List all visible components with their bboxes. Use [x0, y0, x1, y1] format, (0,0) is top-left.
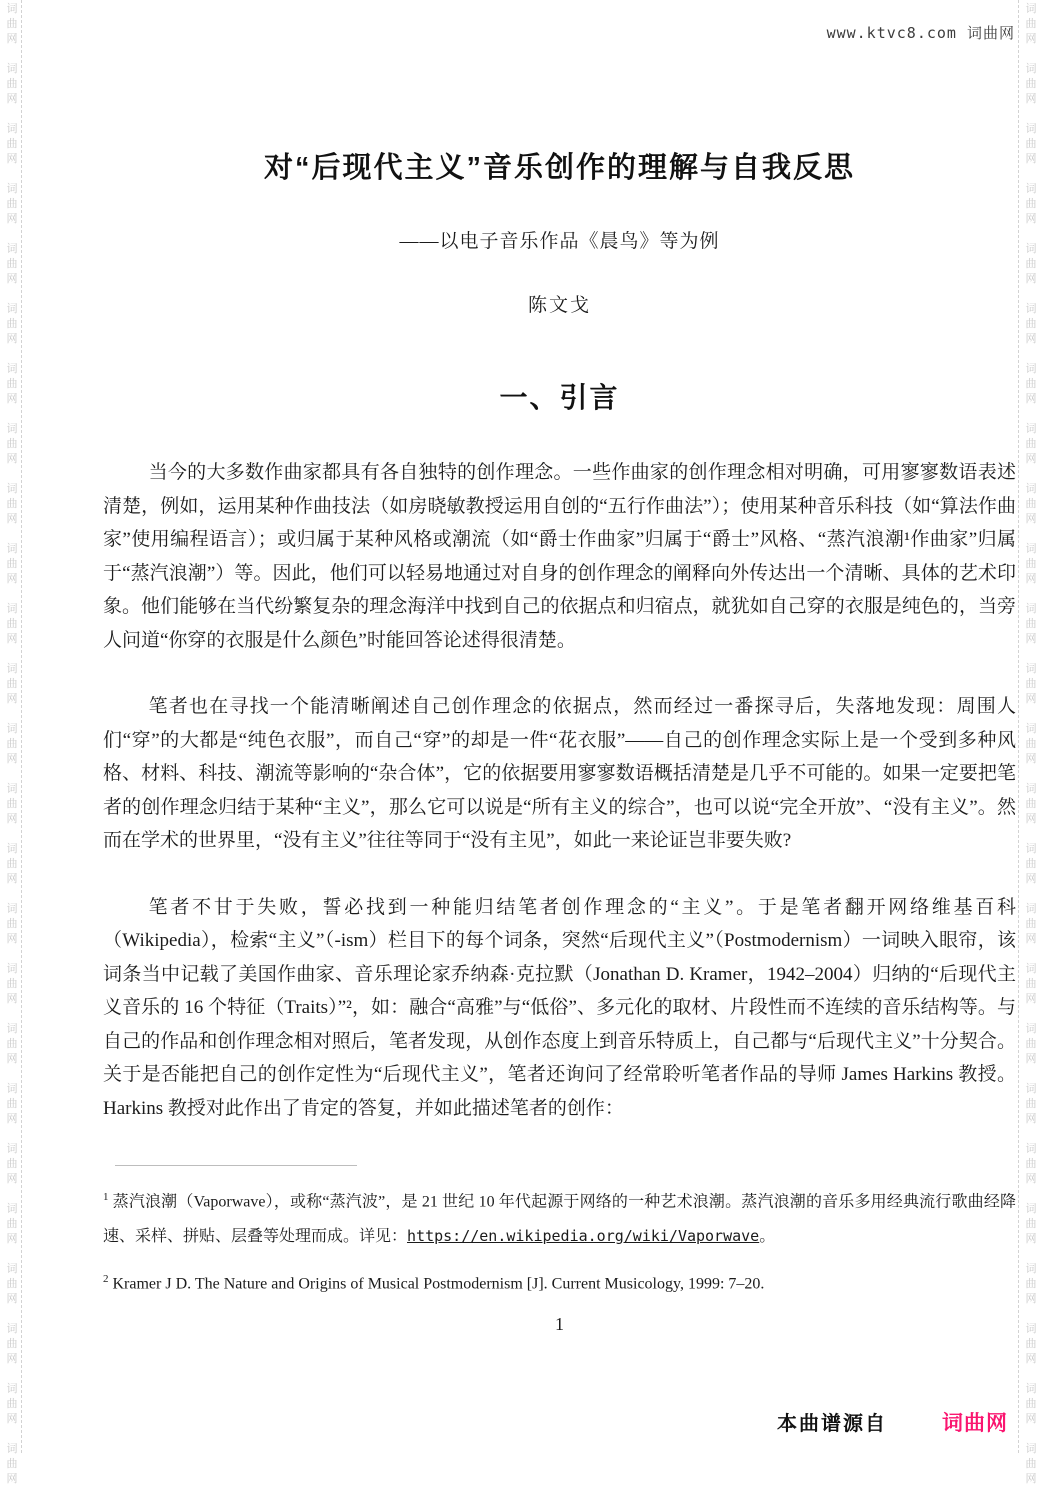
side-watermark-char: 网 — [1025, 93, 1037, 105]
paragraph-2: 笔者也在寻找一个能清晰阐述自己创作理念的依据点，然而经过一番探寻后，失落地发现：周围人们“穿”的大都是“纯色衣服”，而自己“穿”的却是一件“花衣服”——自己的创作理念实际上是一个受到多种风格、材料、科技、潮流等影响的“杂合体”，它的依据要用寥寥数语概括清楚是几乎不可能的。如果一定要把笔者的创作理念归结于某种“主义”，那么它可以说是“所有主义的综合”，也可以说“完全开放”、“没有主义”。然而在学术的世界里，“没有主义”往往等同于“没有主见”，如此一来论证岂非要失败? — [103, 696, 1016, 851]
side-watermark-char: 曲 — [1025, 1278, 1037, 1290]
side-watermark-char: 词 — [6, 483, 18, 495]
side-watermark-char: 曲 — [6, 378, 18, 390]
side-watermark-char: 曲 — [1025, 1038, 1037, 1050]
side-watermark-char: 网 — [6, 693, 18, 705]
side-watermark-char: 词 — [6, 363, 18, 375]
side-watermark-char: 词 — [1025, 603, 1037, 615]
footnote-1-marker: 1 — [103, 1191, 109, 1203]
section-heading: 一、引言 — [499, 382, 620, 413]
footnote-1-suffix: 。 — [759, 1228, 776, 1246]
side-watermark-char: 词 — [1025, 1263, 1037, 1275]
side-watermark-char: 词 — [1025, 303, 1037, 315]
side-watermark-char: 词 — [6, 963, 18, 975]
footer-attribution — [777, 1407, 1008, 1437]
side-watermark-char: 词 — [1025, 1143, 1037, 1155]
side-watermark-char: 曲 — [1025, 1398, 1037, 1410]
right-watermark-column — [1021, 2, 1041, 1485]
side-watermark-char: 曲 — [6, 1338, 18, 1350]
author-name: 陈文戈 — [527, 295, 591, 316]
side-watermark-char: 词 — [1025, 723, 1037, 735]
side-watermark-char: 词 — [6, 1083, 18, 1095]
side-watermark-char: 词 — [1025, 1443, 1037, 1455]
side-watermark-char: 词 — [6, 1263, 18, 1275]
source-label: 本曲谱源自 — [777, 1413, 887, 1435]
site-watermark: www.ktvc8.com 词曲网 — [826, 24, 1015, 42]
side-watermark-char: 曲 — [6, 1038, 18, 1050]
side-watermark-char: 词 — [6, 1323, 18, 1335]
footnote-1-link[interactable]: https://en.wikipedia.org/wiki/Vaporwave — [407, 1227, 760, 1246]
side-watermark-char: 词 — [1025, 843, 1037, 855]
side-watermark-char: 曲 — [6, 438, 18, 450]
side-watermark-char: 曲 — [6, 318, 18, 330]
side-watermark-char: 曲 — [6, 498, 18, 510]
side-watermark-char: 网 — [1025, 33, 1037, 45]
side-watermark-char: 曲 — [6, 1158, 18, 1170]
side-watermark-char: 词 — [6, 1383, 18, 1395]
side-watermark-char: 网 — [1025, 1473, 1037, 1485]
right-dashed-border — [1018, 0, 1019, 1453]
side-watermark-char: 词 — [6, 123, 18, 135]
side-watermark-char: 曲 — [1025, 78, 1037, 90]
side-watermark-char: 曲 — [1025, 378, 1037, 390]
side-watermark-char: 网 — [6, 1413, 18, 1425]
side-watermark-char: 网 — [1025, 993, 1037, 1005]
side-watermark-char: 网 — [1025, 393, 1037, 405]
side-watermark-char: 词 — [1025, 1023, 1037, 1035]
side-watermark-char: 词 — [6, 63, 18, 75]
side-watermark-char: 网 — [1025, 1353, 1037, 1365]
side-watermark-char: 网 — [1025, 573, 1037, 585]
side-watermark-char: 词 — [1025, 483, 1037, 495]
footnote-1-text: 蒸汽浪潮（Vaporwave），或称“蒸汽波”，是 21 世纪 10 年代起源于网络的一种艺术浪潮。蒸汽浪潮的音乐多用经典流行歌曲经降速、采样、拼贴、层叠等处理而成。详见： — [103, 1193, 1016, 1246]
side-watermark-char: 网 — [6, 513, 18, 525]
side-watermark-char: 网 — [6, 1293, 18, 1305]
side-watermark-char: 网 — [1025, 1413, 1037, 1425]
side-watermark-char: 曲 — [1025, 498, 1037, 510]
side-watermark-char: 网 — [1025, 453, 1037, 465]
side-watermark-char: 网 — [1025, 633, 1037, 645]
side-watermark-char: 曲 — [6, 138, 18, 150]
side-watermark-char: 曲 — [1025, 918, 1037, 930]
side-watermark-char: 网 — [6, 453, 18, 465]
side-watermark-char: 词 — [6, 663, 18, 675]
side-watermark-char: 词 — [6, 543, 18, 555]
side-watermark-char: 曲 — [6, 858, 18, 870]
side-watermark-char: 词 — [1025, 423, 1037, 435]
side-watermark-char: 曲 — [1025, 1098, 1037, 1110]
side-watermark-char: 网 — [6, 273, 18, 285]
side-watermark-char: 网 — [1025, 1293, 1037, 1305]
side-watermark-char: 词 — [6, 723, 18, 735]
side-watermark-char: 词 — [6, 843, 18, 855]
side-watermark-char: 曲 — [1025, 258, 1037, 270]
side-watermark-char: 曲 — [6, 618, 18, 630]
side-watermark-char: 网 — [6, 393, 18, 405]
side-watermark-char: 曲 — [1025, 138, 1037, 150]
side-watermark-char: 曲 — [1025, 798, 1037, 810]
side-watermark-char: 曲 — [1025, 438, 1037, 450]
side-watermark-char: 词 — [1025, 3, 1037, 15]
side-watermark-char: 曲 — [1025, 978, 1037, 990]
side-watermark-char: 曲 — [1025, 1218, 1037, 1230]
side-watermark-char: 曲 — [6, 918, 18, 930]
side-watermark-char: 网 — [1025, 1113, 1037, 1125]
side-watermark-char: 曲 — [1025, 858, 1037, 870]
side-watermark-char: 曲 — [6, 78, 18, 90]
side-watermark-char: 曲 — [1025, 558, 1037, 570]
side-watermark-char: 词 — [1025, 183, 1037, 195]
side-watermark-char: 词 — [6, 1443, 18, 1455]
side-watermark-char: 网 — [6, 153, 18, 165]
footnote-2-marker: 2 — [103, 1273, 109, 1286]
side-watermark-char: 曲 — [6, 1398, 18, 1410]
side-watermark-char: 网 — [6, 1113, 18, 1125]
side-watermark-char: 曲 — [1025, 1338, 1037, 1350]
side-watermark-char: 词 — [1025, 543, 1037, 555]
side-watermark-char: 网 — [6, 1473, 18, 1485]
side-watermark-char: 词 — [1025, 63, 1037, 75]
side-watermark-char: 曲 — [6, 1218, 18, 1230]
side-watermark-char: 网 — [1025, 273, 1037, 285]
side-watermark-char: 词 — [1025, 1383, 1037, 1395]
side-watermark-char: 网 — [6, 573, 18, 585]
side-watermark-char: 曲 — [6, 198, 18, 210]
side-watermark-char: 网 — [1025, 1233, 1037, 1245]
side-watermark-char: 词 — [1025, 963, 1037, 975]
document-content — [103, 0, 1016, 1335]
footnote-1 — [103, 1180, 1016, 1254]
side-watermark-char: 曲 — [1025, 1458, 1037, 1470]
side-watermark-char: 网 — [6, 1233, 18, 1245]
side-watermark-char: 曲 — [6, 1458, 18, 1470]
side-watermark-char: 曲 — [1025, 618, 1037, 630]
side-watermark-char: 词 — [6, 1023, 18, 1035]
side-watermark-char: 曲 — [1025, 18, 1037, 30]
side-watermark-char: 曲 — [1025, 318, 1037, 330]
paragraph-3: 笔者不甘于失败，誓必找到一种能归结笔者创作理念的“主义”。于是笔者翻开网络维基百科（Wikipedia），检索“主义”（-ism）栏目下的每个词条，突然“后现代主义”（Postmodernism）一词映入眼帘，该词条当中记载了美国作曲家、音乐理论家乔纳森·克拉默（Jonathan D. Kramer，1942–2004）归纳的“后现代主义音乐的 16 个特征（Traits）”²，如：融合“高雅”与“低俗”、多元化的取材、片段性而不连续的音乐结构等。与自己的作品和创作理念相对照后，笔者发现，从创作态度上到音乐特质上，自己都与“后现代主义”十分契合。关于是否能把自己的创作定性为“后现代主义”，笔者还询问了经常聆听笔者作品的导师 James Harkins 教授。Harkins 教授对此作出了肯定的答复，并如此描述笔者的创作： — [103, 896, 1016, 1119]
side-watermark-char: 曲 — [6, 798, 18, 810]
side-watermark-char: 网 — [6, 753, 18, 765]
side-watermark-char: 曲 — [6, 558, 18, 570]
side-watermark-char: 曲 — [1025, 1158, 1037, 1170]
side-watermark-char: 曲 — [6, 1098, 18, 1110]
side-watermark-char: 网 — [1025, 213, 1037, 225]
side-watermark-char: 网 — [6, 933, 18, 945]
side-watermark-char: 网 — [1025, 873, 1037, 885]
paragraph-1: 当今的大多数作曲家都具有各自独特的创作理念。一些作曲家的创作理念相对明确，可用寥寥数语表述清楚，例如，运用某种作曲技法（如房晓敏教授运用自创的“五行作曲法”）；使用某种音乐科技（如“算法作曲家”使用编程语言）；或归属于某种风格或潮流（如“爵士作曲家”归属于“爵士”风格、“蒸汽浪潮¹作曲家”归属于“蒸汽浪潮”）等。因此，他们可以轻易地通过对自身的创作理念的阐释向外传达出一个清晰、具体的艺术印象。他们能够在当代纷繁复杂的理念海洋中找到自己的依据点和归宿点，就犹如自己穿的衣服是纯色的，当旁人问道“你穿的衣服是什么颜色”时能回答论述得很清楚。 — [103, 462, 1016, 651]
side-watermark-char: 词 — [1025, 123, 1037, 135]
side-watermark-char: 网 — [6, 993, 18, 1005]
side-watermark-char: 词 — [6, 1203, 18, 1215]
footnote-separator — [115, 1165, 357, 1166]
side-watermark-char: 词 — [6, 243, 18, 255]
side-watermark-char: 词 — [6, 303, 18, 315]
paper-subtitle: ——以电子音乐作品《晨鸟》等为例 — [399, 231, 720, 252]
side-watermark-char: 词 — [1025, 1203, 1037, 1215]
side-watermark-char: 词 — [6, 1143, 18, 1155]
side-watermark-char: 网 — [6, 633, 18, 645]
side-watermark-char: 词 — [6, 903, 18, 915]
side-watermark-char: 曲 — [6, 978, 18, 990]
side-watermark-char: 网 — [1025, 753, 1037, 765]
side-watermark-char: 网 — [1025, 153, 1037, 165]
side-watermark-char: 词 — [1025, 363, 1037, 375]
side-watermark-char: 曲 — [6, 18, 18, 30]
side-watermark-char: 词 — [1025, 1323, 1037, 1335]
side-watermark-char: 网 — [6, 1173, 18, 1185]
side-watermark-char: 网 — [6, 1053, 18, 1065]
paper-title: 对“后现代主义”音乐创作的理解与自我反思 — [263, 152, 855, 184]
side-watermark-char: 网 — [1025, 1173, 1037, 1185]
side-watermark-char: 网 — [6, 213, 18, 225]
side-watermark-char: 网 — [6, 1353, 18, 1365]
side-watermark-char: 曲 — [1025, 678, 1037, 690]
side-watermark-char: 网 — [6, 333, 18, 345]
side-watermark-char: 曲 — [1025, 198, 1037, 210]
side-watermark-char: 词 — [1025, 243, 1037, 255]
side-watermark-char: 词 — [6, 423, 18, 435]
page-number: 1 — [555, 1313, 564, 1334]
side-watermark-char: 网 — [6, 813, 18, 825]
side-watermark-char: 网 — [1025, 693, 1037, 705]
side-watermark-char: 词 — [6, 3, 18, 15]
side-watermark-char: 网 — [1025, 333, 1037, 345]
side-watermark-char: 网 — [1025, 933, 1037, 945]
side-watermark-char: 曲 — [6, 258, 18, 270]
side-watermark-char: 曲 — [6, 1278, 18, 1290]
side-watermark-char: 词 — [6, 603, 18, 615]
side-watermark-char: 词 — [1025, 903, 1037, 915]
left-dashed-border — [21, 0, 22, 1453]
side-watermark-char: 曲 — [6, 678, 18, 690]
side-watermark-char: 网 — [6, 93, 18, 105]
side-watermark-char: 词 — [1025, 663, 1037, 675]
side-watermark-char: 曲 — [6, 738, 18, 750]
footnote-2-text: Kramer J D. The Nature and Origins of Musical Postmodernism [J]. Current Musicology, 1999: 7–20. — [112, 1275, 765, 1293]
side-watermark-char: 曲 — [1025, 738, 1037, 750]
side-watermark-char: 网 — [6, 33, 18, 45]
side-watermark-char: 词 — [6, 783, 18, 795]
side-watermark-char: 词 — [6, 183, 18, 195]
side-watermark-char: 网 — [6, 873, 18, 885]
brand-logo: 词曲网 — [942, 1412, 1008, 1435]
left-watermark-column — [2, 2, 22, 1485]
footnote-2 — [103, 1262, 1016, 1301]
side-watermark-char: 网 — [1025, 513, 1037, 525]
side-watermark-char: 网 — [1025, 1053, 1037, 1065]
side-watermark-char: 词 — [1025, 1083, 1037, 1095]
side-watermark-char: 网 — [1025, 813, 1037, 825]
side-watermark-char: 词 — [1025, 783, 1037, 795]
